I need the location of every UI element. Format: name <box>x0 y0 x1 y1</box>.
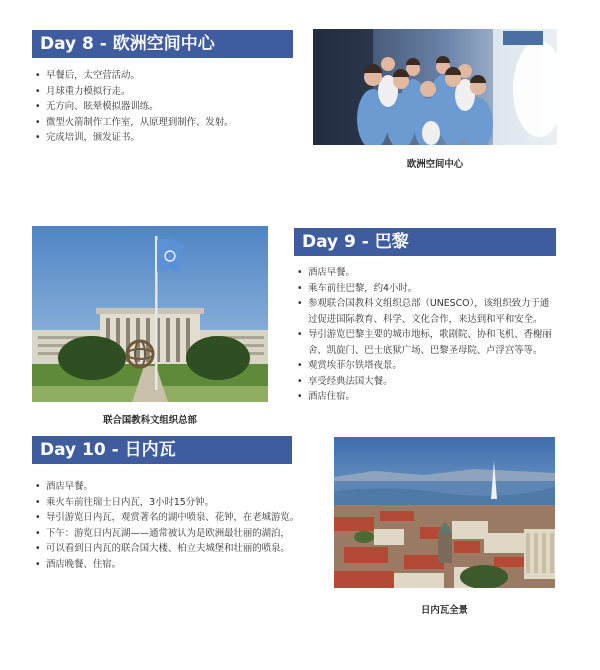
list-item <box>297 312 567 328</box>
list-item: • 导引游览巴黎主要的城市地标，歌剧院、协和飞机、香榭丽 <box>297 327 567 343</box>
day8-header <box>32 30 293 58</box>
unesco-headquarters-photo <box>32 226 268 402</box>
day9-header <box>294 228 556 256</box>
list-item: • 月球重力模拟行走。 <box>35 84 305 100</box>
day9-itinerary <box>297 265 567 405</box>
day10-title: Day 10 - 日内瓦 <box>40 440 176 460</box>
list-item: • 酒店住宿。 <box>297 389 567 405</box>
space-center-photo <box>313 29 557 145</box>
day10-header <box>32 436 292 464</box>
geneva-caption: 日内瓦全景 <box>421 605 468 616</box>
list-item: • 享受经典法国大餐。 <box>297 374 567 390</box>
list-item: • 下午：游览日内瓦湖——通常被认为是欧洲最壮丽的湖泊， <box>35 526 320 542</box>
list-item: • 早餐后，太空营活动。 <box>35 68 305 84</box>
list-item: • 酒店早餐。 <box>35 479 320 495</box>
day8-title: Day 8 - 欧洲空间中心 <box>40 34 215 54</box>
list-item: • 可以看到日内瓦的联合国大楼、柏立夫城堡和壮丽的喷泉。 <box>35 541 320 557</box>
list-item-continuation: 过促进国际教育、科学、文化合作，来达到和平和安全。 <box>308 313 543 325</box>
list-item: • 酒店晚餐、住宿。 <box>35 557 320 573</box>
list-item: • 乘火车前往瑞士日内瓦，3小时15分钟。 <box>35 495 320 511</box>
list-item <box>297 343 567 359</box>
geneva-panorama-photo <box>334 437 555 588</box>
list-item: • 参观联合国教科文组织总部（UNESCO），该组织致力于通 <box>297 296 567 312</box>
space-center-caption: 欧洲空间中心 <box>406 159 464 170</box>
day8-itinerary <box>35 68 305 146</box>
list-item: • 乘车前往巴黎，约4小时。 <box>297 281 567 297</box>
list-item: • 观赏埃菲尔铁塔夜景。 <box>297 358 567 374</box>
day9-title: Day 9 - 巴黎 <box>302 232 409 252</box>
list-item-continuation: 舍、凯旋门、巴士底狱广场、巴黎圣母院、卢浮宫等等。 <box>308 344 543 356</box>
list-item: • 酒店早餐。 <box>297 265 567 281</box>
day10-itinerary <box>35 479 320 572</box>
list-item: • 导引游览日内瓦，观赏著名的湖中喷泉、花钟，在老城游览。 <box>35 510 320 526</box>
unesco-caption: 联合国教科文组织总部 <box>103 415 197 426</box>
list-item: • 完成培训，颁发证书。 <box>35 130 305 146</box>
list-item: • 无方向、眩晕模拟器训练。 <box>35 99 305 115</box>
list-item: • 微型火箭制作工作室，从原理到制作、发射。 <box>35 115 305 131</box>
